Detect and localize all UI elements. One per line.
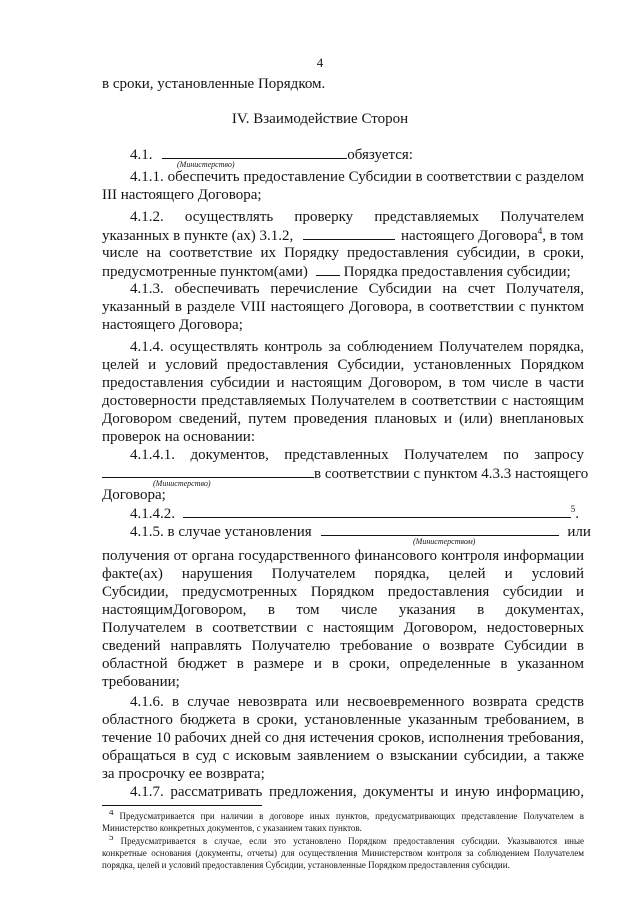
- text-fragment: предусмотренные пунктом(ами): [102, 264, 308, 280]
- blank-field: [316, 262, 340, 276]
- blank-field: [162, 145, 347, 159]
- text-line: факте(ах) нарушения Получателем порядка, целей и условий: [102, 566, 584, 582]
- text-line: 4.1.4. осуществлять контроль за соблюдением Получателем порядка,: [130, 339, 584, 355]
- text-line: течение 10 рабочих дней со дня истечения сроков, исполнения требования,: [102, 730, 584, 746]
- text-line: III настоящего Договора;: [102, 187, 262, 203]
- footnote-text: Предусматривается при наличии в договоре иных пунктов, предусматривающих представление Получателем в: [119, 811, 584, 821]
- text-line: 4.1.3. обеспечивать перечисление Субсидии на счет Получателя,: [130, 281, 584, 297]
- text-line: областной бюджет в размере и в сроки, определенные в указанном: [102, 656, 584, 672]
- text-line: Получателем в соответствии с настоящим Договором, недостоверных: [102, 620, 584, 636]
- page-number: 4: [316, 55, 324, 70]
- footnote-line: конкретные основания (документы, отчеты) для осуществления Министерством контроля за соблюдением Получателем: [102, 848, 584, 858]
- text-line: достоверности представляемых Получателем в соответствии с настоящим: [102, 393, 584, 409]
- text-line: 4.1.4.1. документов, представленных Получателем по запросу: [130, 447, 584, 463]
- text-line: настоящего Договора;: [102, 317, 243, 333]
- text-line: требовании;: [102, 674, 180, 690]
- footnote-5: [109, 835, 584, 847]
- text-line: 4.1.2. осуществлять проверку представляемых Получателем: [130, 209, 584, 225]
- clause-number: 4.1.: [130, 147, 153, 163]
- text-line: Договором сведений, путем проведения плановых и (или) внеплановых: [102, 411, 584, 427]
- text-fragment: или: [567, 524, 591, 540]
- blank-field: [321, 522, 559, 536]
- text-line: [130, 522, 591, 541]
- text-fragment: указанных в пункте (ах) 3.1.2,: [102, 228, 294, 244]
- text-line: сведений направлять Получателю требование о возврате Субсидии в: [102, 638, 584, 654]
- text-line: областного бюджета в сроки, установленные указанным требованием, в: [102, 712, 584, 728]
- text-line: за просрочку ее возврата;: [102, 766, 265, 782]
- text-fragment: в соответствии с пунктом 4.3.3 настоящего: [314, 466, 589, 482]
- footnote-ref: 4: [537, 226, 543, 236]
- text-line: предоставления субсидии и настоящим Договором, в том числе в части: [102, 375, 584, 391]
- text-line: [102, 226, 584, 245]
- clause-number: 4.1.4.2.: [130, 506, 175, 522]
- footnote-line: порядка, целей и условий предоставления Субсидии, установленные Порядком предоставления субсидии.: [102, 860, 510, 870]
- text-line: целей и условий предоставления Субсидии, установленных Порядком: [102, 357, 584, 373]
- text-line: [102, 262, 571, 281]
- text-line: получения от органа государственного финансового контроля информации: [102, 548, 584, 564]
- footnote-ref: 5: [570, 504, 576, 514]
- footnote-mark: 4: [109, 810, 114, 817]
- text-fragment: , в том: [542, 228, 584, 244]
- text-line: 4.1.7. рассматривать предложения, документы и иную информацию,: [130, 784, 584, 800]
- text-fragment: 4.1.5. в случае установления: [130, 524, 312, 540]
- section-heading: IV. Взаимодействие Сторон: [231, 111, 409, 127]
- field-caption: (Министерство): [153, 479, 211, 488]
- text-line: указанный в разделе VIII настоящего Договора, в соответствии с пунктом: [102, 299, 584, 315]
- text-line: числе на соответствие их Порядку предоставления субсидии, в сроки,: [102, 245, 584, 261]
- footnote-mark: 5: [109, 835, 114, 842]
- blank-field: [183, 504, 571, 518]
- clause-4-1: [130, 145, 413, 164]
- text-line: в сроки, установленные Порядком.: [102, 76, 326, 92]
- text-line: проверок на основании:: [102, 429, 256, 445]
- text-line: Договора;: [102, 487, 166, 503]
- text-line: [130, 504, 579, 523]
- text-line: 4.1.6. в случае невозврата или несвоевременного возврата средств: [130, 694, 584, 710]
- text-line: 4.1.1. обеспечить предоставление Субсидии в соответствии с разделом: [130, 169, 584, 185]
- clause-text: обязуется:: [347, 147, 413, 163]
- text-line: настоящимДоговором, в том числе указания в документах,: [102, 602, 584, 618]
- text-fragment: Порядка предоставления субсидии;: [343, 264, 571, 280]
- field-caption: (Министерством): [413, 537, 476, 546]
- footnote-line: Министерство конкретных документов, с указанием таких пунктов.: [102, 823, 362, 833]
- blank-field: [303, 226, 395, 240]
- field-caption: (Министерство): [177, 160, 235, 169]
- text-line: Субсидии, предусмотренных Порядком предоставления субсидии и: [102, 584, 584, 600]
- text-fragment: настоящего Договора: [401, 228, 538, 244]
- blank-field: [102, 464, 314, 478]
- footnote-text: Предусматривается в случае, если это установлено Порядком предоставления субсидии. Указываются иные: [120, 836, 584, 846]
- text-line: обращаться в суд с исковым заявлением о взыскании субсидии, а также: [102, 748, 584, 764]
- text-fragment: .: [575, 506, 579, 522]
- footnote-separator: [102, 805, 262, 806]
- footnote-4: [109, 810, 584, 822]
